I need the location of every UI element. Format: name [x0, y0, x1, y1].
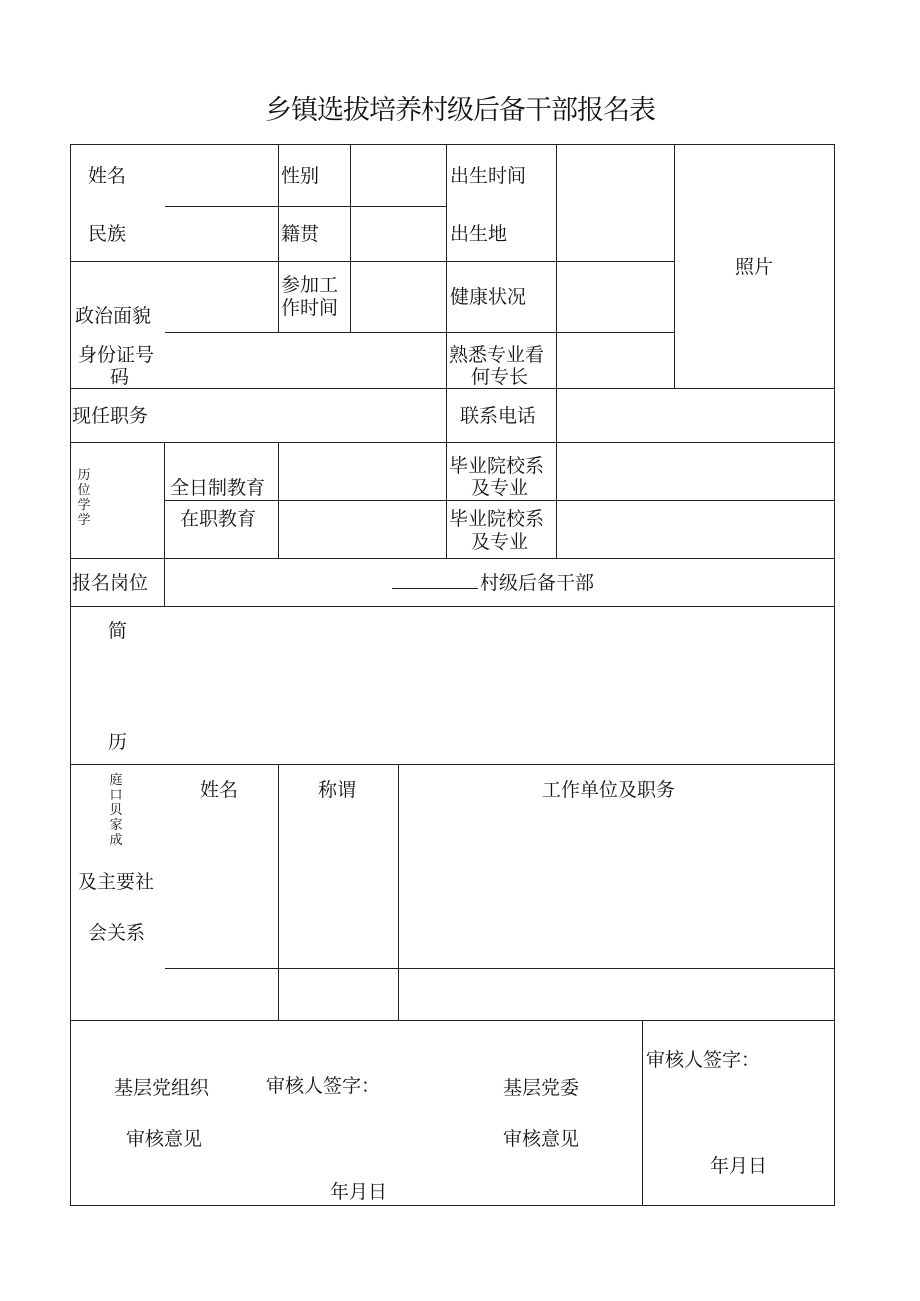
- label-resume-bottom: 历: [108, 731, 128, 753]
- col-family-work: 工作单位及职务: [542, 779, 676, 801]
- label-school-2a: 毕业院校系: [449, 508, 545, 530]
- row-divider: [165, 500, 835, 501]
- label-date-right: 年月日: [710, 1155, 768, 1177]
- col-divider: [556, 144, 557, 559]
- label-name: 姓名: [88, 165, 127, 187]
- label-id-2: 码: [110, 366, 130, 388]
- label-grassroots-org: 基层党组织: [114, 1077, 210, 1099]
- col-divider: [164, 442, 165, 607]
- row-divider: [70, 442, 835, 443]
- label-review-opinion-left: 审核意见: [126, 1128, 203, 1150]
- col-family-relation: 称谓: [318, 779, 357, 801]
- label-specialty-2: 何专长: [471, 366, 529, 388]
- label-school-1a: 毕业院校系: [449, 455, 545, 477]
- label-specialty-1: 熟悉专业看: [449, 344, 545, 366]
- label-birth-time: 出生时间: [450, 165, 527, 187]
- label-phone: 联系电话: [460, 405, 537, 427]
- col-family-name: 姓名: [200, 779, 239, 801]
- col-divider: [446, 144, 447, 559]
- table-border-top: [70, 144, 835, 145]
- row-divider: [165, 968, 835, 969]
- label-resume-top: 简: [108, 620, 128, 642]
- label-family-vertical: 庭口贝家成: [109, 773, 123, 848]
- table-border-left: [70, 144, 71, 1206]
- col-divider: [674, 144, 675, 389]
- row-divider: [70, 1020, 835, 1021]
- apply-post-blank[interactable]: [392, 574, 478, 589]
- label-reviewer-sign-right: 审核人签字：: [646, 1049, 761, 1071]
- label-current-position: 现任职务: [72, 405, 149, 427]
- label-apply-post: 报名岗位: [72, 572, 149, 594]
- label-school-2b: 及专业: [471, 531, 529, 553]
- label-family-2: 会关系: [88, 922, 146, 944]
- col-divider: [350, 144, 351, 333]
- row-divider: [70, 261, 675, 262]
- label-id-1: 身份证号: [78, 344, 155, 366]
- row-divider: [70, 764, 835, 765]
- row-divider: [70, 558, 835, 559]
- label-ethnicity: 民族: [88, 223, 127, 245]
- label-date-left: 年月日: [330, 1181, 388, 1203]
- row-divider: [165, 332, 675, 333]
- label-family-1: 及主要社: [78, 871, 155, 893]
- label-education-vertical: 历位学学: [77, 468, 91, 528]
- label-work-start-2: 作时间: [281, 297, 339, 319]
- form-title: 乡镇选拔培养村级后备干部报名表: [265, 95, 655, 126]
- col-divider: [642, 1020, 643, 1206]
- label-school-1b: 及专业: [471, 477, 529, 499]
- row-divider: [70, 388, 835, 389]
- label-gender: 性别: [281, 165, 320, 187]
- row-divider: [165, 206, 446, 207]
- table-border-bottom: [70, 1205, 835, 1206]
- label-health: 健康状况: [450, 286, 527, 308]
- col-divider: [278, 144, 279, 333]
- label-review-opinion-mid: 审核意见: [503, 1128, 580, 1150]
- label-reviewer-sign-left: 审核人签字：: [266, 1075, 381, 1097]
- label-work-start-1: 参加工: [281, 274, 339, 296]
- label-inservice-education: 在职教育: [180, 508, 257, 530]
- apply-post-suffix: 村级后备干部: [480, 572, 595, 594]
- label-fulltime-education: 全日制教育: [170, 477, 266, 499]
- col-divider: [278, 764, 279, 1021]
- col-divider: [278, 442, 279, 559]
- label-grassroots-committee: 基层党委: [503, 1077, 580, 1099]
- photo-placeholder: 照片: [735, 256, 774, 278]
- table-border-right: [834, 144, 835, 1206]
- label-birthplace: 出生地: [450, 223, 508, 245]
- apply-post-value: [392, 572, 594, 594]
- row-divider: [70, 606, 835, 607]
- label-native-place: 籍贯: [281, 223, 320, 245]
- label-political-status: 政治面貌: [75, 305, 152, 327]
- col-divider: [398, 764, 399, 1021]
